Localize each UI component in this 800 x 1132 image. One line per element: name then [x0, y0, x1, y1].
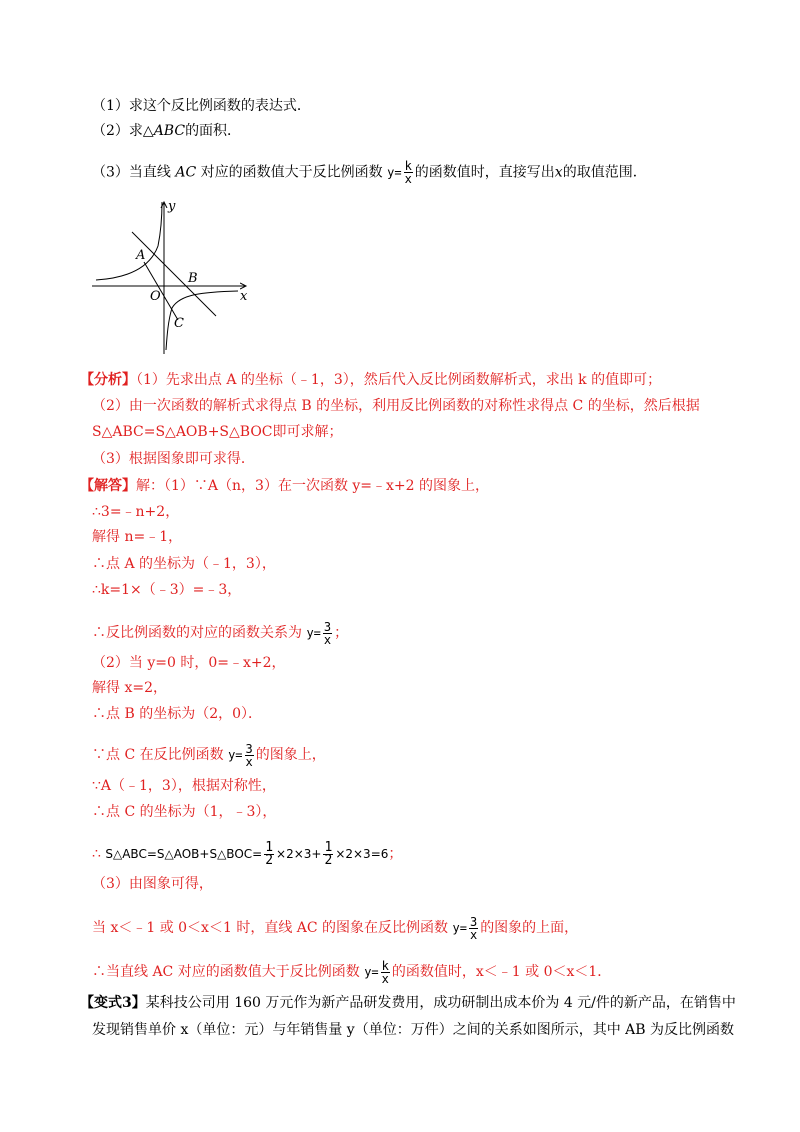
solution-line-7: （2）当 y=0 时，0=﹣x+2，	[92, 655, 286, 671]
solution-line-16	[92, 957, 611, 987]
label-y: y	[168, 199, 176, 214]
area-formula-end: ×2×3=6	[335, 847, 389, 861]
solution-text-1: 解：（1）∵A（n，3）在一次函数 y=﹣x+2 的图象上，	[136, 478, 490, 494]
question-2	[92, 122, 241, 140]
solution-semicolon-13: ；	[388, 846, 403, 862]
solution-line-13	[92, 838, 402, 870]
q3-mid: 对应的函数值大于反比例函数	[200, 164, 383, 181]
variant-tag: 【变式3】	[80, 995, 146, 1011]
formula-y-16: y=	[364, 965, 379, 979]
area-formula-mid: ×2×3+	[276, 847, 322, 861]
solution-line-6	[92, 618, 348, 648]
question-1: （1）求这个反比例函数的表达式．	[92, 98, 311, 114]
solution-therefore-13: ∴	[92, 846, 101, 862]
solution-text-16: ∴当直线 AC 对应的函数值大于反比例函数	[92, 964, 360, 980]
q2-var: ABC	[153, 123, 186, 139]
analysis-text-1: （1）先求出点 A 的坐标（﹣1，3），然后代入反比例函数解析式，求出 k 的值即可；	[136, 372, 662, 388]
formula-y-10: y=	[228, 748, 243, 762]
label-C: C	[174, 316, 184, 331]
fraction-half-1: $\frac{1}{2}$	[265, 839, 274, 868]
analysis-line-4: （3）根据图象即可求得．	[92, 451, 255, 467]
solution-line-10	[92, 740, 326, 770]
hyperbola-branch-left	[96, 202, 162, 280]
q2-pre: （2）求△	[92, 123, 154, 139]
q3-var: AC	[175, 164, 197, 181]
area-formula: S△ABC=S△AOB+S△BOC=	[105, 847, 263, 861]
function-graph	[88, 196, 258, 356]
solution-line-1	[80, 477, 489, 495]
q3-end: 的取值范围．	[562, 164, 647, 181]
solution-line-5: ∴k=1×（﹣3）=﹣3，	[92, 582, 242, 598]
solution-line-8: 解得 x=2，	[92, 680, 167, 696]
solution-text-15: 当 x＜﹣1 或 0＜x＜1 时，直线 AC 的图象在反比例函数	[92, 920, 449, 936]
solution-line-3: 解得 n=﹣1，	[92, 529, 183, 545]
solution-line-2: ∴3=﹣n+2，	[92, 504, 180, 520]
formula-k-over-x-16: $\frac{k}{x}$	[381, 958, 389, 986]
solution-post-10: 的图象上，	[255, 747, 326, 763]
solution-line-12: ∴点 C 的坐标为（1，﹣3），	[92, 804, 277, 820]
line-AC	[132, 232, 216, 316]
solution-line-9: ∴点 B 的坐标为（2，0）．	[92, 706, 263, 722]
variant-line-2: 发现销售单价 x（单位：元）与年销售量 y（单位：万件）之间的关系如图所示，其中 AB 为反比例函数	[92, 1022, 735, 1038]
question-3	[92, 160, 647, 185]
q3-post: 的函数值时，直接写出	[414, 164, 555, 181]
variant-line-1	[80, 994, 736, 1012]
analysis-tag: 【分析】	[80, 372, 136, 388]
label-x: x	[240, 289, 248, 304]
variant-text-1: 某科技公司用 160 万元作为新产品研发费用，成功研制出成本价为 4 元/件的新产品，在销售中	[145, 995, 736, 1011]
solution-tag: 【解答】	[80, 478, 136, 494]
solution-line-11: ∵A（﹣1，3），根据对称性，	[92, 778, 276, 794]
analysis-line-1	[80, 371, 661, 389]
formula-k-over-x: $\frac{k}{x}$	[404, 159, 412, 186]
q2-post: 的面积．	[185, 123, 242, 139]
label-O: O	[150, 289, 161, 304]
label-A: A	[136, 248, 146, 263]
formula-y-6: y=	[306, 626, 321, 640]
formula-y: y=	[387, 165, 402, 180]
formula-y-15: y=	[452, 921, 467, 935]
formula-neg3-over-x-6: $\frac{3}{x}$	[323, 619, 332, 647]
label-B: B	[188, 271, 198, 286]
solution-line-15	[92, 913, 578, 943]
q3-x: x	[554, 164, 563, 181]
solution-post-15: 的图象的上面，	[480, 920, 579, 936]
analysis-line-2: （2）由一次函数的解析式求得点 B 的坐标，利用反比例函数的对称性求得点 C 的坐标，然后根据	[92, 398, 700, 414]
analysis-line-3: S△ABC=S△AOB+S△BOC即可求解；	[92, 424, 343, 440]
solution-text-10: ∵点 C 在反比例函数	[92, 747, 224, 763]
formula-neg3-over-x-10: $\frac{3}{x}$	[245, 741, 253, 769]
fraction-half-2: $\frac{1}{2}$	[324, 839, 333, 868]
solution-text-6: ∴反比例函数的对应的函数关系为	[92, 625, 302, 641]
solution-post-16: 的函数值时，x＜﹣1 或 0＜x＜1．	[391, 964, 612, 980]
solution-line-14: （3）由图象可得，	[92, 876, 213, 892]
solution-semicolon-6: ；	[334, 625, 349, 641]
solution-line-4: ∴点 A 的坐标为（﹣1，3），	[92, 556, 276, 572]
q3-pre: （3）当直线	[92, 164, 171, 181]
formula-neg3-over-x-15: $\frac{3}{x}$	[469, 914, 478, 942]
